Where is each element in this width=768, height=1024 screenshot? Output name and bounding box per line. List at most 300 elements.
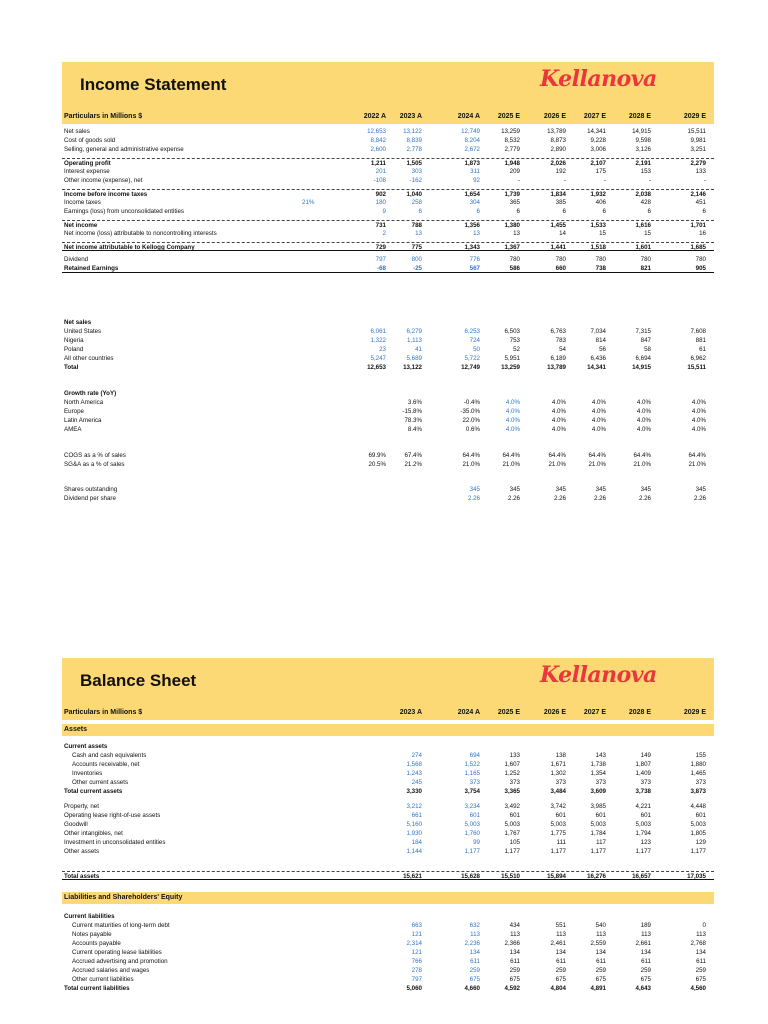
table-row	[62, 984, 714, 993]
cell-value: 78.3%	[404, 417, 422, 424]
table-row	[62, 820, 714, 829]
cell-value: 4.0%	[636, 417, 651, 424]
cell-value: 1,177	[690, 848, 706, 855]
cell-value: 611	[470, 958, 480, 965]
row-label: Interest expense	[64, 168, 110, 175]
table-row	[62, 220, 714, 229]
cell-value: -	[517, 177, 520, 184]
cell-value: 1,113	[406, 337, 422, 344]
table-row	[62, 158, 714, 167]
cell-value: 2,600	[370, 146, 386, 153]
cell-value: 304	[469, 199, 480, 206]
cell-value: 1,211	[370, 160, 386, 167]
table-row	[62, 778, 714, 787]
cell-value: 6,279	[406, 328, 422, 335]
cell-value: 3,742	[550, 803, 566, 810]
year-header: 2025 E	[497, 709, 520, 716]
cell-value: 16,657	[632, 873, 651, 880]
cell-value: 881	[695, 337, 706, 344]
cell-value: 7,034	[590, 328, 606, 335]
cell-value: 121	[411, 931, 422, 938]
cell-value: 780	[595, 256, 606, 263]
cell-value: 1,701	[690, 222, 706, 229]
table-row	[62, 485, 714, 494]
cell-value: 14,341	[587, 364, 606, 371]
cell-value: 9	[382, 208, 386, 215]
cell-value: 303	[411, 168, 422, 175]
cell-value: 8,532	[504, 137, 520, 144]
cell-value: 373	[555, 779, 566, 786]
table-row	[62, 930, 714, 939]
cell-value: 6	[476, 208, 480, 215]
particulars-label: Particulars in Millions $	[64, 113, 143, 120]
cell-value: 5,003	[590, 821, 606, 828]
cell-value: 1,177	[504, 848, 520, 855]
table-row	[62, 189, 714, 198]
cell-value: 724	[469, 337, 480, 344]
cell-value: 113	[641, 931, 651, 938]
cell-value: 660	[555, 265, 566, 272]
table-row	[62, 811, 714, 820]
row-label: North America	[64, 399, 104, 406]
cell-value: 451	[695, 199, 706, 206]
cell-value: 64.4%	[548, 452, 566, 459]
cell-value: 385	[555, 199, 566, 206]
cell-value: 540	[595, 922, 606, 929]
cell-value: 1,616	[635, 222, 651, 229]
cell-value: 13,122	[403, 364, 422, 371]
cell-value: 201	[375, 168, 386, 175]
cell-value: 138	[555, 752, 566, 759]
year-header: 2029 E	[683, 709, 706, 716]
cell-value: 2,779	[504, 146, 520, 153]
cell-value: 2,038	[635, 191, 651, 198]
cell-value: 601	[695, 812, 706, 819]
table-row	[62, 847, 714, 856]
cell-value: 611	[641, 958, 651, 965]
cell-value: 780	[640, 256, 651, 263]
cell-value: 783	[555, 337, 566, 344]
cell-value: 134	[695, 949, 706, 956]
row-label: SG&A as a % of sales	[64, 461, 125, 468]
cell-value: 6	[562, 208, 566, 215]
balance-sheet	[62, 658, 714, 1020]
cell-value: 180	[375, 199, 386, 206]
cell-value: 4.0%	[551, 399, 566, 406]
cell-value: 2.26	[507, 495, 520, 502]
cell-value: 1,465	[690, 770, 706, 777]
cell-value: 2,107	[590, 160, 606, 167]
cell-value: 99	[473, 839, 480, 846]
cell-value: 2,236	[464, 940, 480, 947]
cell-value: 567	[469, 265, 480, 272]
cell-value: 3,754	[464, 788, 480, 795]
cell-value: -	[563, 177, 566, 184]
cell-value: 52	[513, 346, 520, 353]
table-row	[62, 229, 714, 238]
table-row	[62, 957, 714, 966]
row-label: Dividend per share	[64, 495, 116, 502]
cell-value: 4.0%	[691, 408, 706, 415]
cell-value: 15,511	[687, 128, 706, 135]
cell-value: 345	[555, 486, 566, 493]
cell-value: 611	[596, 958, 606, 965]
cell-value: 3,738	[635, 788, 651, 795]
liabilities-band-label: Liabilities and Shareholders' Equity	[64, 894, 183, 901]
cell-value: 41	[415, 346, 422, 353]
cell-value: 134	[469, 949, 480, 956]
cell-value: 1,144	[406, 848, 422, 855]
cell-value: 675	[695, 976, 706, 983]
cell-value: 117	[596, 839, 606, 846]
cell-value: 258	[411, 199, 422, 206]
cell-value: 1,518	[590, 244, 606, 251]
cell-value: 601	[469, 812, 480, 819]
cell-value: 113	[510, 931, 520, 938]
year-header: 2027 E	[583, 709, 606, 716]
cell-value: 2,366	[504, 940, 520, 947]
cell-value: 1,455	[550, 222, 566, 229]
cell-value: 2,026	[550, 160, 566, 167]
year-header: 2024 A	[457, 113, 480, 120]
cell-value: 1,932	[590, 191, 606, 198]
row-label: Current operating lease liabilities	[72, 949, 162, 956]
cell-value: 92	[473, 177, 480, 184]
cell-value: 694	[469, 752, 480, 759]
year-header: 2022 A	[363, 113, 386, 120]
table-row	[62, 389, 714, 398]
cell-value: 13,259	[501, 364, 520, 371]
cell-value: 663	[411, 922, 422, 929]
cell-value: 847	[640, 337, 651, 344]
year-header: 2026 E	[543, 709, 566, 716]
cell-value: 2,146	[690, 191, 706, 198]
row-label: Goodwill	[64, 821, 88, 828]
cell-value: 551	[555, 922, 566, 929]
year-header: 2023 A	[399, 113, 422, 120]
cell-value: 905	[695, 265, 706, 272]
cell-value: -0.4%	[463, 399, 480, 406]
cell-value: 2,279	[690, 160, 706, 167]
cell-value: 2,559	[590, 940, 606, 947]
table-row	[62, 829, 714, 838]
row-label: Other current assets	[72, 779, 129, 786]
cell-value: 1,177	[635, 848, 651, 855]
cell-value: 23	[379, 346, 386, 353]
cell-value: 675	[640, 976, 651, 983]
cell-value: 184	[411, 839, 422, 846]
cell-value: 13	[473, 230, 480, 237]
cell-value: 373	[595, 779, 606, 786]
cell-value: 8,839	[406, 137, 422, 144]
cell-value: 776	[469, 256, 480, 263]
cell-value: 675	[469, 976, 480, 983]
cell-value: 16,276	[587, 873, 606, 880]
cell-value: 1,738	[590, 761, 606, 768]
cell-value: 345	[469, 486, 480, 493]
row-label: Investment in unconsolidated entities	[64, 839, 166, 846]
cell-value: 1,948	[504, 160, 520, 167]
table-row	[62, 760, 714, 769]
row-label: Selling, general and administrative expense	[64, 146, 184, 153]
cell-value: 4.0%	[691, 426, 706, 433]
cell-value: 9,598	[635, 137, 651, 144]
year-header: 2023 A	[399, 709, 422, 716]
cell-value: 1,252	[504, 770, 520, 777]
cell-value: 8,842	[370, 137, 386, 144]
cell-value: 5,003	[504, 821, 520, 828]
cell-value: 4.0%	[505, 399, 520, 406]
cell-value: 155	[695, 752, 706, 759]
table-row	[62, 354, 714, 363]
cell-value: 134	[595, 949, 606, 956]
cell-value: 5,003	[550, 821, 566, 828]
cell-value: 2	[382, 230, 386, 237]
table-row	[62, 167, 714, 176]
cell-value: 8,873	[550, 137, 566, 144]
cell-value: 189	[640, 922, 651, 929]
income-statement-body	[62, 124, 714, 544]
cell-value: 3,609	[590, 788, 606, 795]
cell-value: 13,259	[501, 128, 520, 135]
row-label: Net sales	[64, 128, 90, 135]
cell-value: 4.0%	[636, 408, 651, 415]
table-row	[62, 751, 714, 760]
cell-value: 5,003	[690, 821, 706, 828]
cell-value: 15,628	[461, 873, 480, 880]
cell-value: 821	[640, 265, 651, 272]
balance-sheet-body	[62, 720, 714, 1020]
cell-value: 4.0%	[505, 417, 520, 424]
cell-value: 675	[555, 976, 566, 983]
kellanova-logo: Kellanova	[540, 66, 657, 92]
cell-value: 1,177	[464, 848, 480, 855]
cell-value: 64.4%	[688, 452, 706, 459]
table-row	[62, 136, 714, 145]
cell-value: 6	[516, 208, 520, 215]
table-row	[62, 451, 714, 460]
cell-value: 113	[556, 931, 566, 938]
cell-value: 64.4%	[502, 452, 520, 459]
cell-value: 14,915	[632, 128, 651, 135]
cell-value: 1,784	[590, 830, 606, 837]
cell-value: 15,510	[501, 873, 520, 880]
cell-value: 113	[470, 931, 480, 938]
cell-value: 2,661	[635, 940, 651, 947]
cell-value: 278	[411, 967, 422, 974]
table-row	[62, 975, 714, 984]
row-label: Current assets	[64, 743, 108, 750]
cell-value: 632	[469, 922, 480, 929]
row-label: Other income (expense), net	[64, 177, 143, 184]
cell-value: 6,763	[550, 328, 566, 335]
cell-value: 1,685	[690, 244, 706, 251]
cell-value: 9,981	[690, 137, 706, 144]
cell-value: 6	[647, 208, 651, 215]
table-row	[62, 407, 714, 416]
table-row	[62, 176, 714, 185]
table-row	[62, 198, 714, 207]
cell-value: 4,560	[690, 985, 706, 992]
cell-value: 1,760	[464, 830, 480, 837]
cell-value: 4.0%	[505, 426, 520, 433]
particulars-label: Particulars in Millions $	[64, 709, 143, 716]
cell-value: 153	[640, 168, 651, 175]
cell-value: -68	[377, 265, 386, 272]
cell-value: 6	[418, 208, 422, 215]
cell-value: 259	[695, 967, 706, 974]
table-row	[62, 912, 714, 921]
table-row	[62, 127, 714, 136]
cell-value: 1,243	[406, 770, 422, 777]
cell-value: 113	[696, 931, 706, 938]
row-label: All other countries	[64, 355, 114, 362]
cell-value: 259	[509, 967, 520, 974]
cell-value: 123	[640, 839, 651, 846]
cell-value: 814	[595, 337, 606, 344]
cell-value: 2,461	[550, 940, 566, 947]
cell-value: 6,436	[590, 355, 606, 362]
row-label: Total current assets	[64, 788, 123, 795]
cell-value: 3,251	[690, 146, 706, 153]
cell-value: 6,189	[550, 355, 566, 362]
table-row	[62, 966, 714, 975]
cell-value: 780	[509, 256, 520, 263]
cell-value: 21.0%	[548, 461, 566, 468]
cell-value: 6,694	[635, 355, 651, 362]
balance-column-header	[62, 706, 714, 720]
row-label: Total assets	[64, 873, 100, 880]
cell-value: 1,775	[550, 830, 566, 837]
cell-value: 5,060	[406, 985, 422, 992]
kellanova-logo: Kellanova	[540, 662, 657, 688]
cell-value: 129	[695, 839, 706, 846]
cell-value: 2.26	[467, 495, 480, 502]
table-row	[62, 242, 714, 251]
cell-value: 373	[640, 779, 651, 786]
cell-value: 428	[640, 199, 651, 206]
cell-value: 54	[559, 346, 566, 353]
cell-value: 13	[415, 230, 422, 237]
cell-value: 5,722	[464, 355, 480, 362]
cell-value: 6	[702, 208, 706, 215]
cell-value: 1,354	[590, 770, 606, 777]
table-row	[62, 838, 714, 847]
cell-value: 1,601	[635, 244, 651, 251]
row-label: Net income	[64, 222, 98, 229]
cell-value: 788	[411, 222, 422, 229]
table-row	[62, 145, 714, 154]
table-row	[62, 264, 714, 273]
cell-value: 5,160	[406, 821, 422, 828]
table-row	[62, 207, 714, 216]
table-row	[62, 769, 714, 778]
cell-value: 64.4%	[588, 452, 606, 459]
cell-value: 21.0%	[688, 461, 706, 468]
cell-value: 586	[509, 265, 520, 272]
cell-value: 1,873	[464, 160, 480, 167]
cell-value: 113	[596, 931, 606, 938]
table-row	[62, 255, 714, 264]
cell-value: 1,522	[464, 761, 480, 768]
cell-value: 5,951	[504, 355, 520, 362]
table-row	[62, 494, 714, 503]
cell-value: 3,365	[504, 788, 520, 795]
cell-value: 601	[555, 812, 566, 819]
cell-value: 2.26	[593, 495, 606, 502]
cell-value: 15	[599, 230, 606, 237]
cell-value: 775	[411, 244, 422, 251]
cell-value: -108	[373, 177, 386, 184]
cell-value: 192	[555, 168, 566, 175]
cell-value: 274	[411, 752, 422, 759]
cell-value: 4.0%	[691, 399, 706, 406]
cell-value: 111	[556, 839, 566, 846]
cell-value: 1,322	[370, 337, 386, 344]
cell-value: -162	[409, 177, 422, 184]
row-label: United States	[64, 328, 102, 335]
cell-value: 4,221	[635, 803, 651, 810]
table-row	[62, 416, 714, 425]
cell-value: 1,441	[550, 244, 566, 251]
table-row	[62, 398, 714, 407]
cell-value: 2,778	[406, 146, 422, 153]
table-row	[62, 939, 714, 948]
cell-value: 1,767	[504, 830, 520, 837]
cell-value: 601	[595, 812, 606, 819]
cell-value: 1,794	[635, 830, 651, 837]
cell-value: 373	[469, 779, 480, 786]
cell-value: 259	[469, 967, 480, 974]
cell-value: 1,040	[406, 191, 422, 198]
tax-rate: 21%	[302, 199, 315, 206]
cell-value: 780	[695, 256, 706, 263]
income-statement-title: Income Statement	[80, 75, 227, 94]
cell-value: 661	[411, 812, 422, 819]
cell-value: 1,409	[635, 770, 651, 777]
cell-value: 58	[644, 346, 651, 353]
cell-value: 13	[513, 230, 520, 237]
cell-value: 13,789	[547, 128, 566, 135]
cell-value: 1,165	[464, 770, 480, 777]
cell-value: 1,367	[504, 244, 520, 251]
cell-value: 134	[555, 949, 566, 956]
cell-value: 6	[602, 208, 606, 215]
row-label: Other assets	[64, 848, 100, 855]
cell-value: 738	[595, 265, 606, 272]
cell-value: 4,891	[590, 985, 606, 992]
cell-value: 1,654	[464, 191, 480, 198]
cell-value: 5,689	[406, 355, 422, 362]
cell-value: 12,653	[367, 364, 386, 371]
row-label: Net income (loss) attributable to noncontrolling interests	[64, 230, 217, 237]
cell-value: 1,505	[406, 160, 422, 167]
cell-value: 2.26	[553, 495, 566, 502]
cell-value: 797	[411, 976, 422, 983]
cell-value: 311	[470, 168, 480, 175]
cell-value: 1,380	[504, 222, 520, 229]
row-label: Current liabilities	[64, 913, 115, 920]
cell-value: 0.6%	[465, 426, 480, 433]
row-label: Poland	[64, 346, 84, 353]
cell-value: 2,314	[406, 940, 422, 947]
cell-value: 4.0%	[636, 399, 651, 406]
cell-value: 259	[595, 967, 606, 974]
cell-value: 121	[411, 949, 422, 956]
cell-value: 15	[644, 230, 651, 237]
cell-value: 143	[595, 752, 606, 759]
cell-value: 4.0%	[551, 426, 566, 433]
